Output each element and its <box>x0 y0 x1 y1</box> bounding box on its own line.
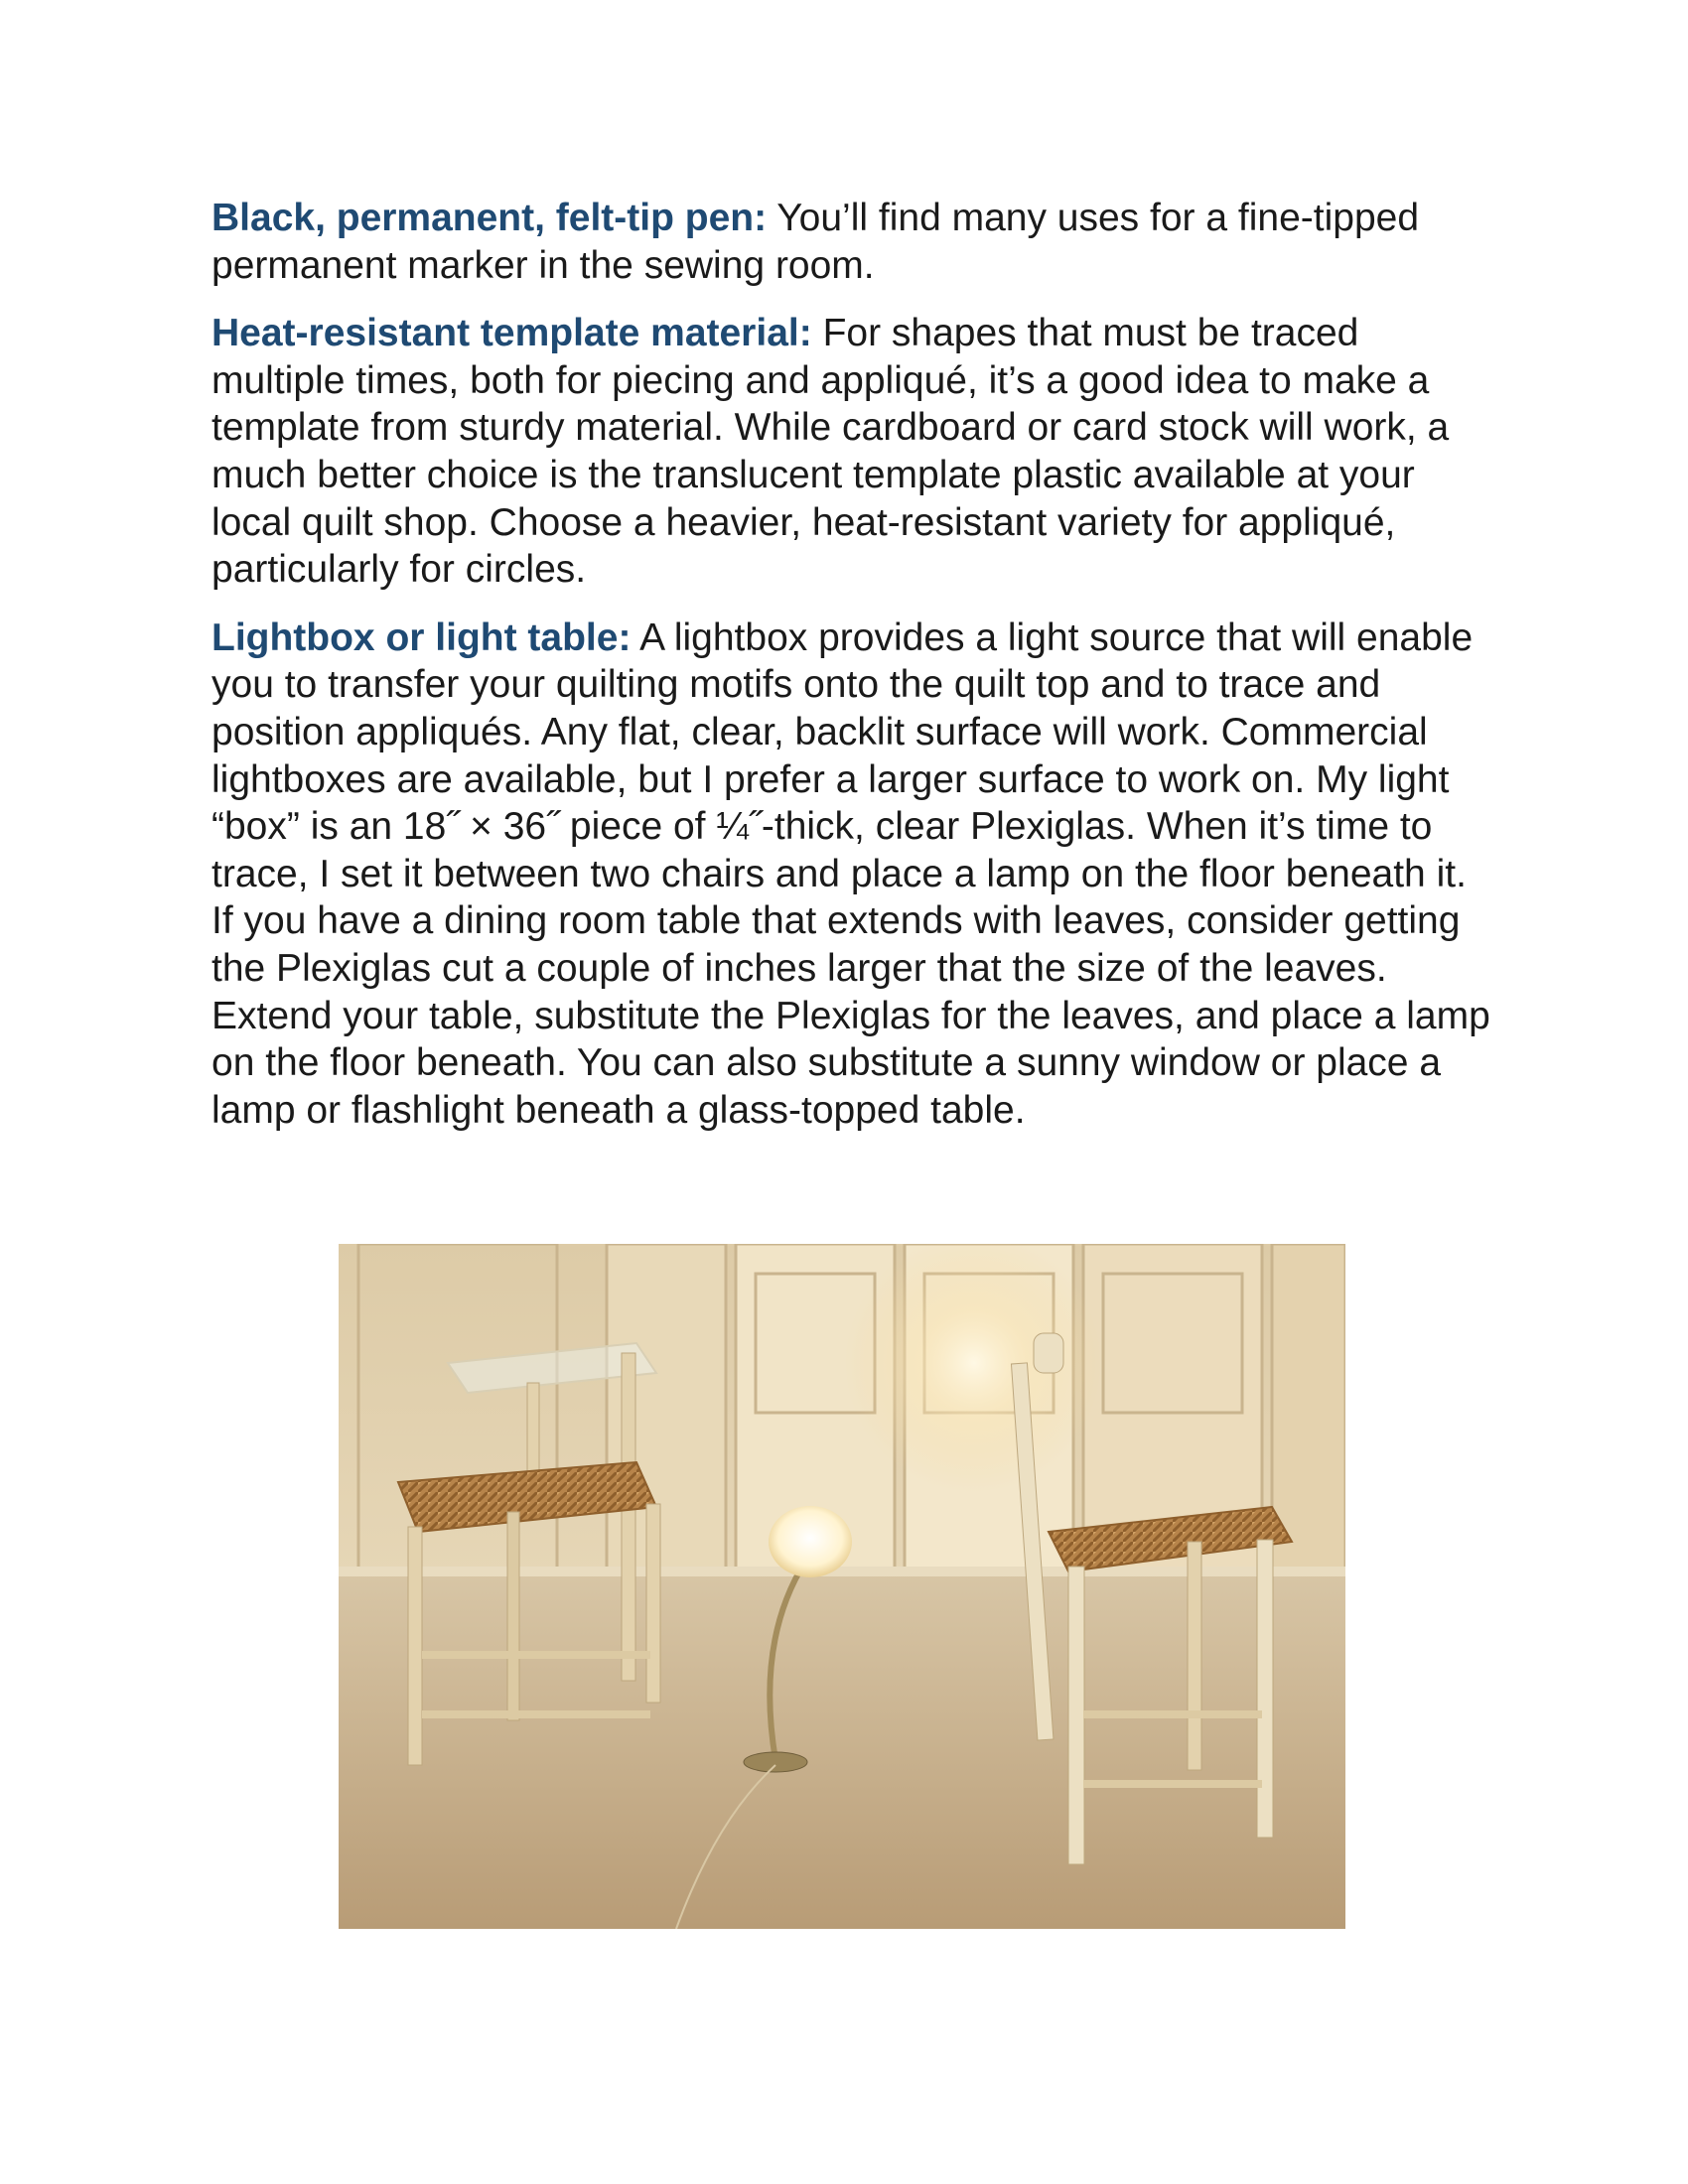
entry-lightbox <box>211 614 1492 1135</box>
entry-template-material <box>211 310 1492 594</box>
entry-felt-tip-pen <box>211 195 1492 289</box>
lightbox-setup-photo <box>339 1244 1345 1929</box>
entry-text: A lightbox provides a light source that will enable you to transfer your quilting motifs onto the quilt top and to trace and position appliqués. Any flat, clear, backlit surface will work. Commercial lightboxes are available, but I prefer a larger surface to work on. My light “box” is an 18˝ × 36˝ piece of ¼˝-thick, clear Plexiglas. When it’s time to trace, I set it between two chairs and place a lamp on the floor beneath it. If you have a dining room table that extends with leaves, consider getting the Plexiglas cut a couple of inches larger that the size of the leaves. Extend your table, substitute the Plexiglas for the leaves, and place a lamp on the floor beneath. You can also substitute a sunny window or place a lamp or flashlight beneath a glass-topped table. <box>211 615 1490 1132</box>
entry-text: You’ll find many uses for a fine-tipped permanent marker in the sewing room. <box>211 197 1420 287</box>
entry-term: Heat-resistant template material: <box>211 312 812 355</box>
document-page <box>211 195 1492 1155</box>
photo-illustration <box>339 1244 1345 1929</box>
entry-text: For shapes that must be traced multiple times, both for piecing and appliqué, it’s a good idea to make a template from sturdy material. While cardboard or card stock will work, a much better choice is the translucent template plastic available at your local quilt shop. Choose a heavier, heat-resistant variety for appliqué, particularly for circles. <box>211 312 1450 592</box>
entry-term: Black, permanent, felt-tip pen: <box>211 197 768 239</box>
entry-term: Lightbox or light table: <box>211 615 632 659</box>
lamp-light-on-wall <box>845 1244 1103 1492</box>
